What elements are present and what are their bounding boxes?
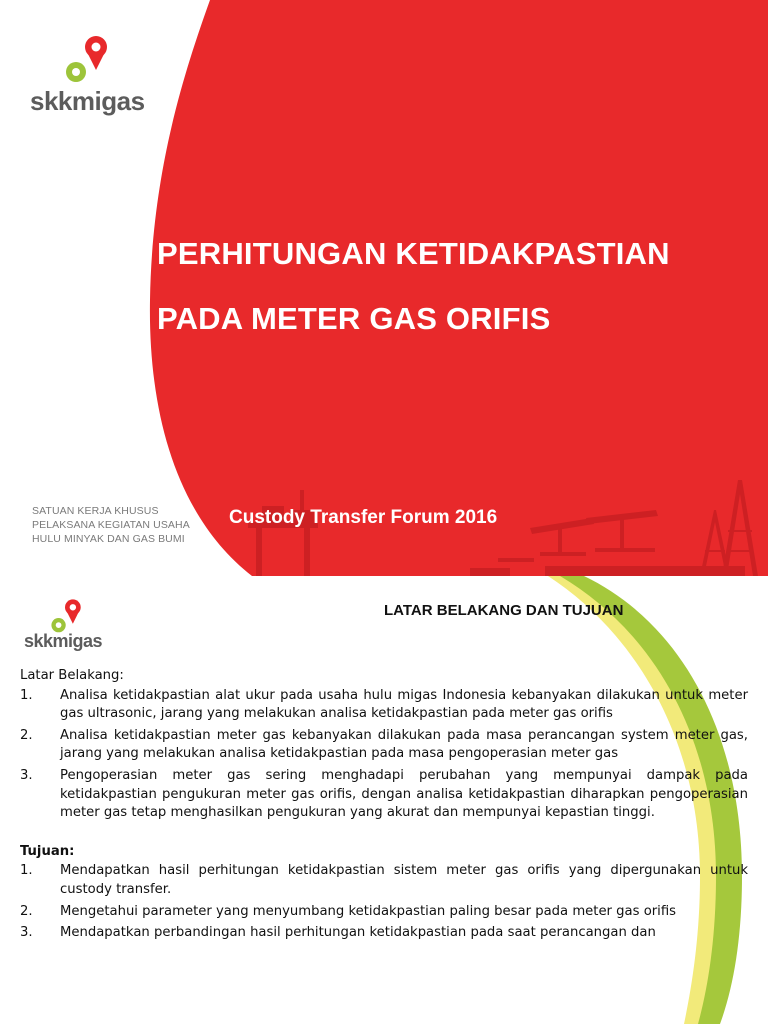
list-item [20,903,748,922]
skkmigas-logo [30,34,150,118]
slide-title-line-1: PERHITUNGAN KETIDAKPASTIAN [157,236,670,271]
list-number: 3. [20,767,33,783]
agency-line: SATUAN KERJA KHUSUS [32,505,159,517]
skkmigas-logo [24,598,114,654]
list-text: Mendapatkan perbandingan hasil perhitungan ketidakpastian pada saat perancangan dan [60,925,656,941]
slide-title: LATAR BELAKANG DAN TUJUAN [384,602,624,619]
section-heading-latar: Latar Belakang: [20,668,124,683]
location-pin-icon [62,34,122,90]
slide-body [20,667,748,946]
section-heading-tujuan: Tujuan: [20,843,75,859]
logo-wordmark: skkmigas [24,631,103,651]
list-item [20,862,748,899]
event-name: Custody Transfer Forum 2016 [229,507,498,528]
list-item [20,924,748,943]
list-number: 2. [20,727,33,743]
agency-line: HULU MINYAK DAN GAS BUMI [32,533,185,545]
logo-wordmark: skkmigas [30,86,145,116]
list-text: Mengetahui parameter yang menyumbang ketidakpastian paling besar pada meter gas orifis [60,903,677,919]
list-item [20,767,748,823]
list-text: Analisa ketidakpastian meter gas kebanyakan dilakukan pada masa perancangan system meter gas, jarang yang melakukan analisa ketidakpastian pada masa pengoperasian meter gas [60,727,748,762]
list-number: 3. [20,925,33,941]
slide-title-line-2: PADA METER GAS ORIFIS [157,301,551,336]
list-text: Analisa ketidakpastian alat ukur pada usaha hulu migas Indonesia kebanyakan dilakukan untuk meter gas ultrasonic, jarang yang melakukan analisa ketidakpastian pada meter gas orifis [60,687,748,722]
list-text: Mendapatkan hasil perhitungan ketidakpastian sistem meter gas orifis yang dipergunakan untuk custody transfer. [60,863,748,897]
agency-line: PELAKSANA KEGIATAN USAHA [32,519,190,531]
list-number: 2. [20,903,33,919]
list-item [20,727,748,764]
list-text: Pengoperasian meter gas sering menghadapi perubahan yang mempunyai dampak pada ketidakpastian pengukuran meter gas orifis, dengan analisa ketidakpastian diharapkan pengoperasian meter gas tetap menghasilkan pengukuran yang akurat dan mempunyai kepastian tinggi. [60,767,748,821]
list-item [20,687,748,724]
list-number: 1. [20,863,33,879]
agency-name [32,504,190,546]
content-slide [0,576,768,1024]
list-number: 1. [20,687,33,703]
